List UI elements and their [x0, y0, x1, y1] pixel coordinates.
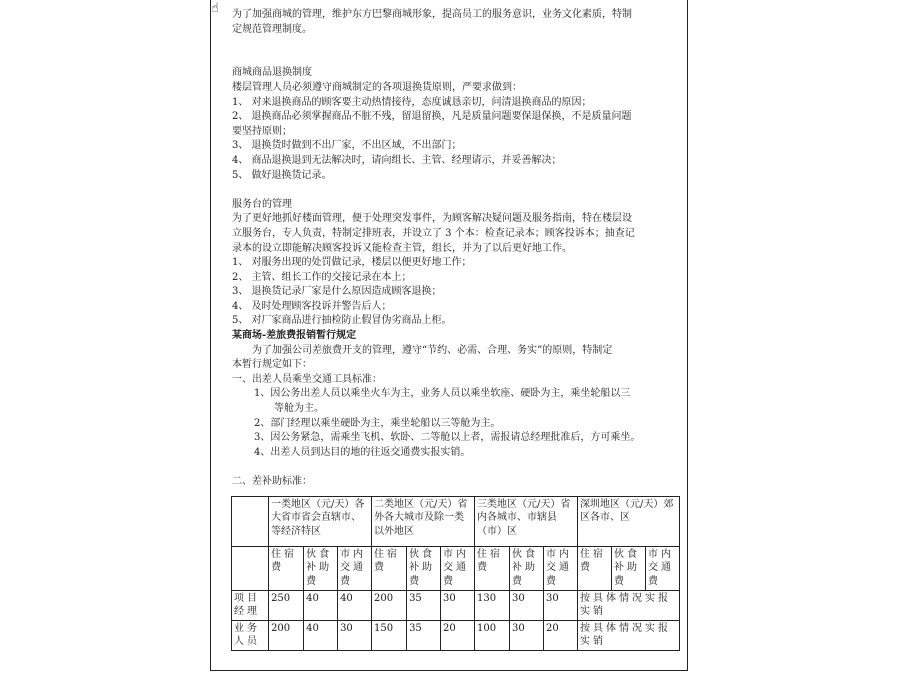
section1-item: 2、 退换商品必须掌握商品不脏不残，留退留换，凡是质量问题要保退保换，不是质量问题 [232, 111, 632, 123]
section1-item: 1、 对来退换商品的顾客要主动热情接待，态度诚恳亲切，问清退换商品的原因； [232, 96, 592, 108]
table-corner-cell [232, 496, 269, 546]
value-cell: 40 [338, 590, 372, 620]
subheader-cell: 住宿费 [578, 546, 612, 590]
section1-item: 3、 退换货时做到不出厂家，不出区域，不出部门； [232, 140, 462, 152]
value-cell: 35 [407, 620, 441, 650]
part2-title: 二、差补助标准： [232, 476, 312, 487]
section2-item: 5、 对厂家商品进行抽检防止假冒伪劣商品上柜。 [232, 315, 452, 327]
subheader-cell: 住宿费 [372, 546, 407, 590]
value-cell: 35 [407, 590, 441, 620]
region-header: 深圳地区（元/天）郊区各市、区 [578, 496, 680, 546]
table-blank-cell [232, 546, 269, 590]
section2-line: 录本的设立即能解决顾客投诉又能检查主管，组长，并为了以后更好地工作。 [232, 242, 572, 254]
value-cell: 130 [475, 590, 510, 620]
value-cell: 30 [544, 590, 578, 620]
section2-item: 4、 及时处理顾客投诉并警告后人； [232, 300, 392, 312]
intro-line-2: 定规范管理制度。 [232, 23, 312, 35]
section1-item: 5、 做好退换货记录。 [232, 169, 332, 181]
value-cell: 150 [372, 620, 407, 650]
value-cell: 200 [372, 590, 407, 620]
section3-line: 为了加强公司差旅费开支的管理，遵守“节约、必需、合理、务实”的原则，特制定 [252, 344, 613, 356]
region-header: 三类地区（元/天）省内各城市、市辖县（市）区 [475, 496, 578, 546]
value-cell: 30 [338, 620, 372, 650]
section1-item: 4、 商品退换退到无法解决时，请向组长、主管、经理请示，并妥善解决； [232, 154, 562, 166]
value-cell: 30 [510, 590, 544, 620]
row-label: 项目经理 [232, 590, 269, 620]
subheader-cell: 伙食补助费 [304, 546, 338, 590]
part1-item: 4、出差人员到达目的地的往返交通费实报实销。 [254, 446, 471, 458]
shenzhen-cell: 按具体情况实报实销 [578, 590, 680, 620]
section1-title: 商城商品退换制度 [232, 67, 312, 79]
section2-item: 2、 主管、组长工作的交接记录在本上； [232, 271, 412, 283]
section2-line: 立服务台，专人负责，特制定排班表，并设立了 3 个本：检查记录本；顾客投诉本；抽查记 [232, 227, 635, 239]
table-row [232, 590, 680, 620]
subheader-cell: 市内交通费 [338, 546, 372, 590]
section2-item: 1、 对服务出现的处罚做记录，楼层以便更好地工作； [232, 257, 472, 269]
value-cell: 30 [441, 590, 475, 620]
value-cell: 100 [475, 620, 510, 650]
hand-cursor-icon: ☝ [211, 1, 219, 16]
value-cell: 40 [304, 590, 338, 620]
table-row [232, 620, 680, 650]
shenzhen-cell: 按具体情况实报实销 [578, 620, 680, 650]
subheader-cell: 伙食补助费 [407, 546, 441, 590]
subheader-cell: 伙食补助费 [510, 546, 544, 590]
subheader-cell: 住宿费 [475, 546, 510, 590]
intro-line-1: 为了加强商城的管理，维护东方巴黎商城形象，提高员工的服务意识，业务文化素质，特制 [232, 9, 632, 20]
part1-item: 3、因公务紧急，需乘坐飞机、软卧、二等舱以上者，需报请总经理批准后，方可乘坐。 [254, 432, 641, 444]
subheader-cell: 伙食补助费 [612, 546, 646, 590]
section2-line: 为了更好地抓好楼面管理，便于处理突发事件，为顾客解决疑问题及服务指南，特在楼层设 [232, 213, 632, 225]
subheader-cell: 市内交通费 [441, 546, 475, 590]
section1-lead: 楼层管理人员必须遵守商城制定的各项退换货原则，严要求做到： [232, 81, 522, 93]
section3-line: 本暂行规定如下： [232, 359, 312, 371]
subheader-cell: 住宿费 [269, 546, 304, 590]
value-cell: 20 [544, 620, 578, 650]
section3-title: 某商场-差旅费报销暂行规定 [232, 330, 357, 342]
value-cell: 40 [304, 620, 338, 650]
value-cell: 200 [269, 620, 304, 650]
row-label: 业务人员 [232, 620, 269, 650]
document-content [232, 8, 672, 651]
part1-item: 2、部门经理以乘坐硬卧为主，乘坐轮船以三等舱为主。 [254, 417, 501, 429]
value-cell: 30 [510, 620, 544, 650]
section1-item: 要坚持原则； [232, 125, 292, 137]
subheader-cell: 市内交通费 [645, 546, 679, 590]
document-page [210, 0, 688, 671]
value-cell: 250 [269, 590, 304, 620]
allowance-table [231, 496, 680, 651]
section2-item: 3、 退换货记录厂家是什么原因造成顾客退换； [232, 286, 442, 298]
part1-title: 一、出差人员乘坐交通工具标准： [232, 373, 382, 385]
region-header: 二类地区（元/天）省外各大城市及除一类以外地区 [372, 496, 475, 546]
part1-item: 1、因公务出差人员以乘坐火车为主，业务人员以乘坐软座、硬卧为主，乘坐轮船以三 [254, 388, 631, 400]
part1-item: 等舱为主。 [274, 403, 324, 415]
region-header: 一类地区（元/天）各大省市省会直辖市、等经济特区 [269, 496, 372, 546]
section2-title: 服务台的管理 [232, 198, 292, 210]
subheader-cell: 市内交通费 [544, 546, 578, 590]
value-cell: 20 [441, 620, 475, 650]
